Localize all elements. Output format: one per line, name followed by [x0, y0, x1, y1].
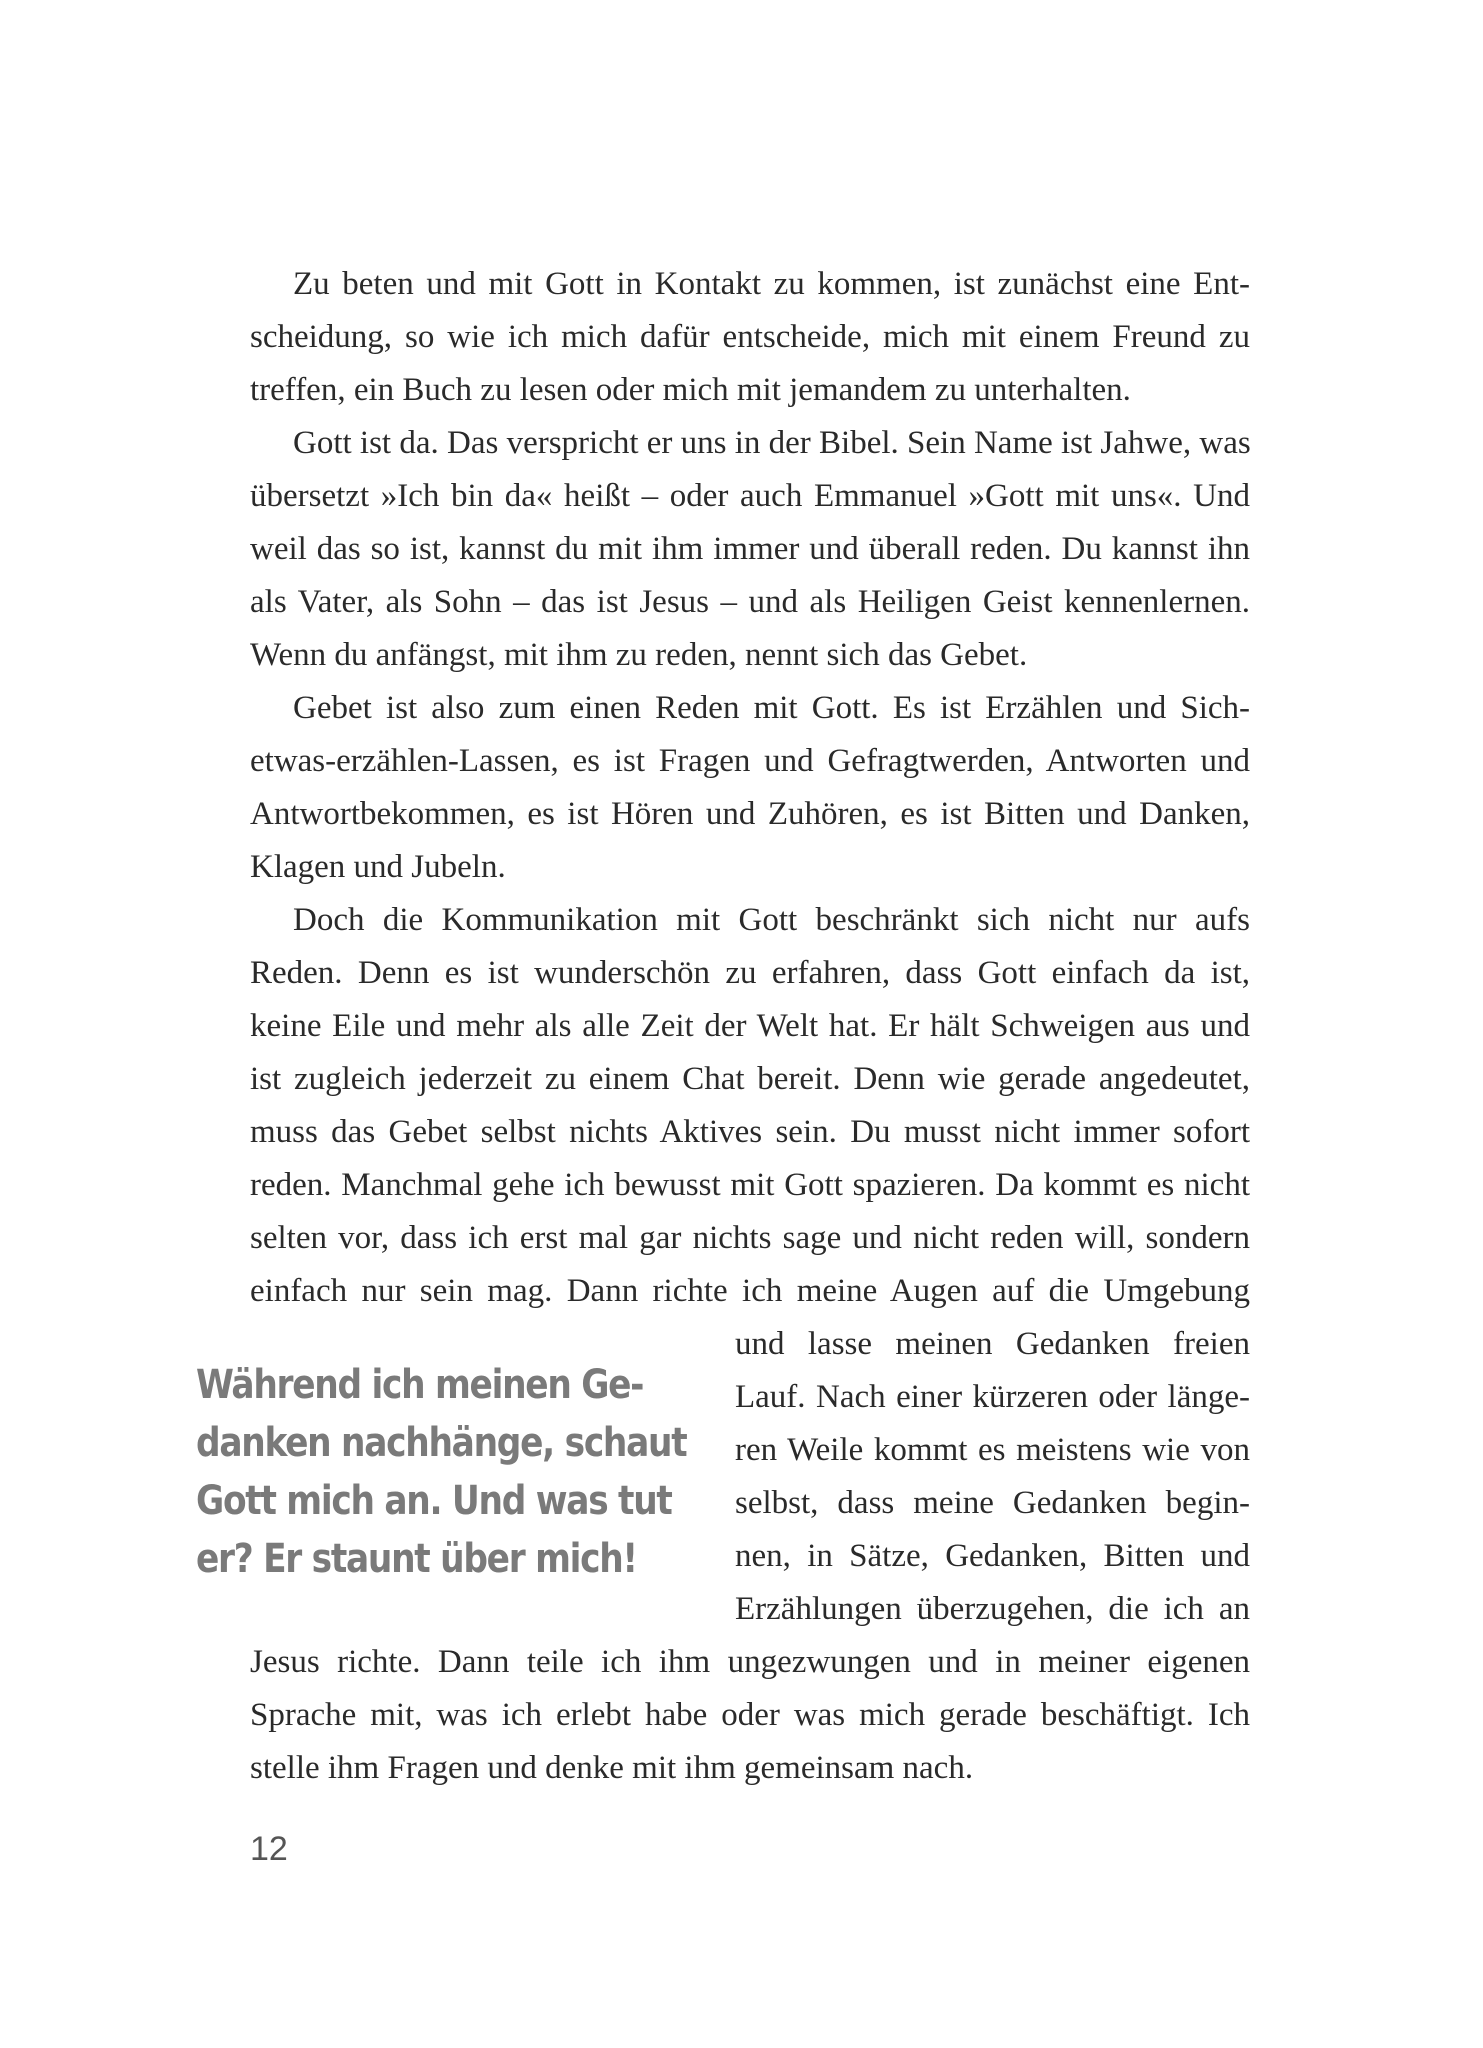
body-line: Erzählungen überzugehen, die ich an	[735, 1591, 1250, 1627]
body-line: Gebet ist also zum einen Reden mit Gott. Es ist Erzählen und Sich-	[293, 690, 1250, 726]
body-line: keine Eile und mehr als alle Zeit der Welt hat. Er hält Schweigen aus und	[250, 1008, 1250, 1044]
body-line: selten vor, dass ich erst mal gar nichts sage und nicht reden will, sondern	[250, 1220, 1250, 1256]
body-line: Jesus richte. Dann teile ich ihm ungezwungen und in meiner eigenen	[250, 1644, 1250, 1680]
page-number: 12	[250, 1830, 288, 1868]
body-line: als Vater, als Sohn – das ist Jesus – und als Heiligen Geist kennenlernen.	[250, 584, 1250, 620]
pull-quote-line: er? Er staunt über mich!	[196, 1536, 637, 1582]
body-line: Wenn du anfängst, mit ihm zu reden, nennt sich das Gebet.	[250, 637, 1028, 673]
body-line: und lasse meinen Gedanken freien	[735, 1326, 1250, 1362]
body-line: ren Weile kommt es meistens wie von	[735, 1432, 1250, 1468]
body-line: reden. Manchmal gehe ich bewusst mit Gott spazieren. Da kommt es nicht	[250, 1167, 1250, 1203]
body-line: treffen, ein Buch zu lesen oder mich mit jemandem zu unterhalten.	[250, 372, 1131, 408]
body-line: übersetzt »Ich bin da« heißt – oder auch Emmanuel »Gott mit uns«. Und	[250, 478, 1250, 514]
body-line: Zu beten und mit Gott in Kontakt zu kommen, ist zunächst eine Ent-	[293, 266, 1250, 302]
body-line: einfach nur sein mag. Dann richte ich meine Augen auf die Umgebung	[250, 1273, 1250, 1309]
pull-quote-line: Gott mich an. Und was tut	[196, 1478, 672, 1524]
body-line: muss das Gebet selbst nichts Aktives sein. Du musst nicht immer sofort	[250, 1114, 1250, 1150]
body-line: Klagen und Jubeln.	[250, 849, 506, 885]
body-line: weil das so ist, kannst du mit ihm immer und überall reden. Du kannst ihn	[250, 531, 1250, 567]
body-line: Reden. Denn es ist wunderschön zu erfahren, dass Gott einfach da ist,	[250, 955, 1250, 991]
body-line: selbst, dass meine Gedanken begin-	[735, 1485, 1250, 1521]
body-line: scheidung, so wie ich mich dafür entscheide, mich mit einem Freund zu	[250, 319, 1250, 355]
body-line: Sprache mit, was ich erlebt habe oder was mich gerade beschäftigt. Ich	[250, 1697, 1250, 1733]
pull-quote	[196, 1356, 696, 1588]
body-line: etwas-erzählen-Lassen, es ist Fragen und Gefragtwerden, Antworten und	[250, 743, 1250, 779]
body-line: Lauf. Nach einer kürzeren oder länge-	[735, 1379, 1250, 1415]
body-line: stelle ihm Fragen und denke mit ihm gemeinsam nach.	[250, 1750, 974, 1786]
body-line: ist zugleich jederzeit zu einem Chat bereit. Denn wie gerade angedeutet,	[250, 1061, 1250, 1097]
pull-quote-line: Während ich meinen Ge-	[196, 1362, 644, 1408]
body-line: nen, in Sätze, Gedanken, Bitten und	[735, 1538, 1250, 1574]
body-line: Doch die Kommunikation mit Gott beschränkt sich nicht nur aufs	[293, 902, 1250, 938]
body-line: Antwortbekommen, es ist Hören und Zuhören, es ist Bitten und Danken,	[250, 796, 1250, 832]
pull-quote-line: danken nachhänge, schaut	[196, 1420, 687, 1466]
body-line: Gott ist da. Das verspricht er uns in der Bibel. Sein Name ist Jahwe, was	[293, 425, 1251, 461]
